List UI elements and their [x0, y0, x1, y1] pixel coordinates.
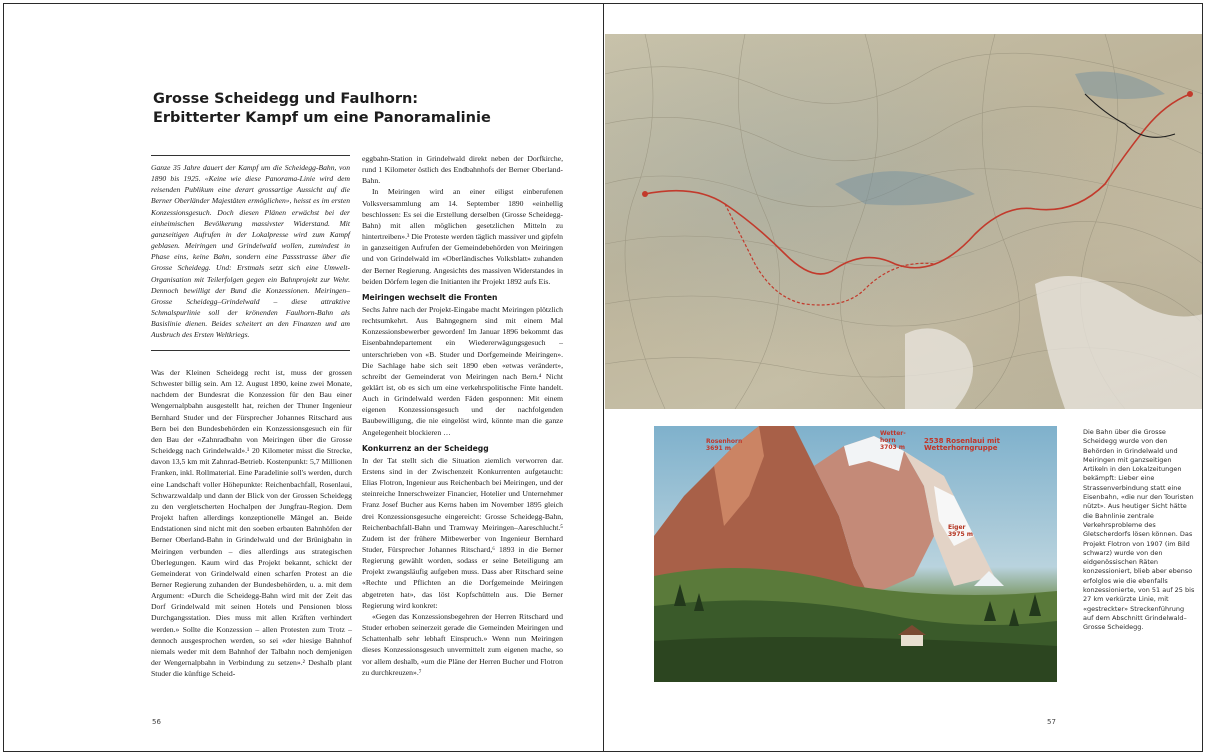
postcard-title: 2538 Rosenlaui mit Wetterhorngruppe: [924, 437, 1000, 452]
chapter-title-line-1: Grosse Scheidegg und Faulhorn:: [153, 91, 419, 107]
right-page: [603, 3, 1203, 752]
peak-label-eiger: Eiger 3975 m: [948, 524, 974, 538]
subheading-meiringen: Meiringen wechselt die Fronten: [362, 292, 498, 302]
paragraph: In Meiringen wird an einer eiligst einberufenen Volksversammlung am 14. September 1890 «einhellig beschlossen: Es sei die Erstellung derselben (Grosse Scheidegg-Bahn) mit allen möglichen gesetzlichen Mitteln zu hintertreiben».³ Die Proteste werden täglich massiver und gipfeln in ganzseitigen Aufrufen der Gemeindebehörden von Meiringen und von Grindelwald im «Oberländisches Volksblatt» zuhanden der Berner Regierung. Angesichts des massiven Widerstandes in beiden Dörfern legen die Initianten ihr Projekt 1892 aufs Eis.: [362, 187, 563, 286]
left-page: [3, 3, 604, 752]
paragraph: In der Tat stellt sich die Situation ziemlich verworren dar. Erstens sind in der Zwischenzeit Konkurrenten aufgetaucht: Elias Flotron, Ingenieur aus Reichenbach bei Meiringen, und der steinreiche Innerschweizer Financier, Hotelier und Unternehmer Franz Josef Bucher aus Kerns haben im November 1895 gleich drei Konzessionsgesuche eingereicht: Grosse Scheidegg-Bahn, Reichenbachfall-Bahn und Tramway Meiringen–Aareschlucht.⁵ Zudem ist der frühere Mitbewerber von Ingenieur Bernhard Studer, Fürsprecher Johannes Ritschard,⁶ 1893 in die Berner Regierung gewählt worden, sodass er seine Beteiligung am Projekt zwangsläufig aufgeben muss. Dass aber Ritschard seine «Rechte und Pflichten an die Dorfgemeinde Meiringen abgetreten hat», das löst Kopfschütteln aus. Die Berner Regierung wird konkret:: [362, 455, 563, 610]
body-column-2: [362, 153, 563, 678]
peak-label-wetterhorn: Wetter- horn 3703 m: [880, 430, 906, 451]
page-number-left: 56: [152, 718, 161, 726]
paragraph: Was der Kleinen Scheidegg recht ist, muss der grossen Schwester billig sein. Am 12. August 1890, keine zwei Monate, nachdem der Bundesrat die Konzession für den Bau einer Wengernalpbahn ausgestellt hat, reichen der Thuner Ingenieur Bernhard Studer und der Fürsprecher Johannes Ritschard aus Bern bei den Bundesbehörden ein Konzessionsgesuch ein für den Bau der «Zahnradbahn von Meiringen über die Grosse Scheidegg nach Grindelwald».¹ 20 Kilometer misst die Strecke, davon 13,5 km mit Zahnrad-Betrieb. Kostenpunkt: 5,7 Millionen Franken, inkl. Rollmaterial. Eine Paradelinie soll's werden, durch eine Landschaft voller Höhepunkte: Reichenbachfall, Rosenlaui, Schwarzwaldalp und dann der Blick von der Grossen Scheidegg zu den vergletscherten Hochalpen der Jungfrau-Region. Dem Projekt haften allerdings konzeptionelle Mängel an. Beide Endstationen sind nicht mit den soeben erbauten Bahnhöfen der Berner Oberland-Bahn in Grindelwald und der Brünigbahn in Meiringen verbunden – dies allerdings aus strategischen Überlegungen. Kaum wird das Projekt bekannt, schickt der Gemeinderat von Grindelwald einen scharfen Protest an die Berner Regierung zuhanden der Bundesbehörden, u. a. mit dem Argument: «Durch die Scheidegg-Bahn wird mit der Zeit das Dorf Grindelwald mit seinen Hotels und Pensionen bloss Durchgangsstation. Dies muss mit allen Kräften verhindert werden.» Sollte die Konzession – allen Protesten zum Trotz – dennoch ausgesprochen werden, so sei «der hiesige Bahnhof niemals weder mit dem Bahnhof der Talbahn noch demjenigen der Wengernalpbahn in Verbindung zu setzen».² Deshalb plant Studer die künftige Scheid-: [151, 368, 352, 679]
page-number-right: 57: [1047, 718, 1056, 726]
chapter-title: [153, 90, 533, 128]
postcard-illustration: [654, 426, 1057, 682]
intro-bottom-rule: [151, 350, 350, 351]
paragraph: «Gegen das Konzessionsbegehren der Herren Ritschard und Studer erhoben seinerzeit gerade die Gemeinden Meiringen und Schattenhalb sehr lebhaft Einspruch.» Wenn nun Meiringen dieses Konzessionsgesuch unvermittelt zum eigenen mache, so vor allem deshalb, «um die Pläne der Herren Bucher und Flotron zu durchkreuzen».⁷: [362, 611, 563, 677]
body-column-1: [151, 367, 352, 679]
intro-top-rule: [151, 155, 350, 156]
intro-text: Ganze 35 Jahre dauert der Kampf um die Scheidegg-Bahn, von 1890 bis 1925. «Keine wie diese Panorama-Linie wird dem reisenden Publikum eine derart grossartige Aussicht auf die Berner Oberländer Majestäten ermöglichen», heisst es im ersten Konzessionsgesuch. Doch diesen Plänen erwächst bei der einheimischen Bevölkerung massivster Widerstand. Mit ganzseitigen Aufrufen in der Lokalpresse wird zum Kampf geblasen. Meiringen und Grindelwald wollen, zumindest in Phase eins, keine Bahn, sondern eine Passstrasse über die Grosse Scheidegg. Und: Erstmals setzt sich eine Umwelt-Organisation mit Teilerfolgen gegen ein Bahnprojekt zur Wehr. Dennoch bewilligt der Bund die Konzessionen. Meiringen–Grosse Scheidegg–Grindelwald – diese attraktive Schmalspurlinie soll der krönenden Faulhorn-Bahn als Basislinie dienen. Beides scheitert an den Finanzen und am Ausbruch des Ersten Weltkriegs.: [151, 163, 350, 340]
paragraph: Sechs Jahre nach der Projekt-Eingabe macht Meiringen plötzlich rechtsumkehrt. Aus Bahngegnern sind mit einem Mal Konzessionsbewerber geworden! Im Januar 1896 bekommt das Eisenbahndepartement ein Wiedererwägungsgesuch – unterschrieben von «B. Studer und Dorfgemeinde Meiringen». Die Sachlage habe sich seit 1890 eben «etwas verändert», schreibt der Gemeinderat von Meiringen nach Bern.⁴ Nicht geklärt ist, ob es sich um eine verkehrspolitische Finte handelt. Auch in Grindelwald werden Fäden gesponnen: Mit einem eigenen Konzessionsgesuch und der nachfolgenden Baubewilligung, die nie eingelöst wird, könnte man die ganze Angelegenheit blockieren …: [362, 304, 563, 437]
paragraph: eggbahn-Station in Grindelwald direkt neben der Dorfkirche, rund 1 Kilometer östlich des Endbahnhofs der Berner Oberland-Bahn.: [362, 154, 563, 186]
figure-caption: Die Bahn über die Grosse Scheidegg wurde von den Behörden in Grindelwald und Meiringen mit ganzseitigen Artikeln in den Lokalzeitungen bekämpft: Lieber eine Strassenverbindung statt eine Eisenbahn, «die nur den Touristen nützt». Aus heutiger Sicht hätte die Bahnlinie zentrale Verkehrsprobleme des Gletscherdorfs lösen können. Das Projekt Flotron von 1907 (im Bild schwarz) wurde von den eidgenössischen Räten konzessioniert, blieb aber ebenso erfolglos wie die ebenfalls konzessionierte, von 51 auf 25 bis 27 km verkürzte Linie, mit «gestreckter» Streckenführung auf dem Abschnitt Grindelwald–Grosse Scheidegg.: [1083, 428, 1195, 632]
spacer: [362, 344, 372, 345]
subheading-konkurrenz: Konkurrenz an der Scheidegg: [362, 443, 489, 453]
chapter-title-line-2: Erbitterter Kampf um eine Panoramalinie: [153, 110, 491, 126]
peak-label-rosenhorn: Rosenhorn 3691 m: [706, 438, 743, 452]
map-drawing: [605, 34, 1203, 409]
postcard-rosenlaui: [654, 426, 1057, 682]
historic-railway-map: [605, 34, 1203, 409]
